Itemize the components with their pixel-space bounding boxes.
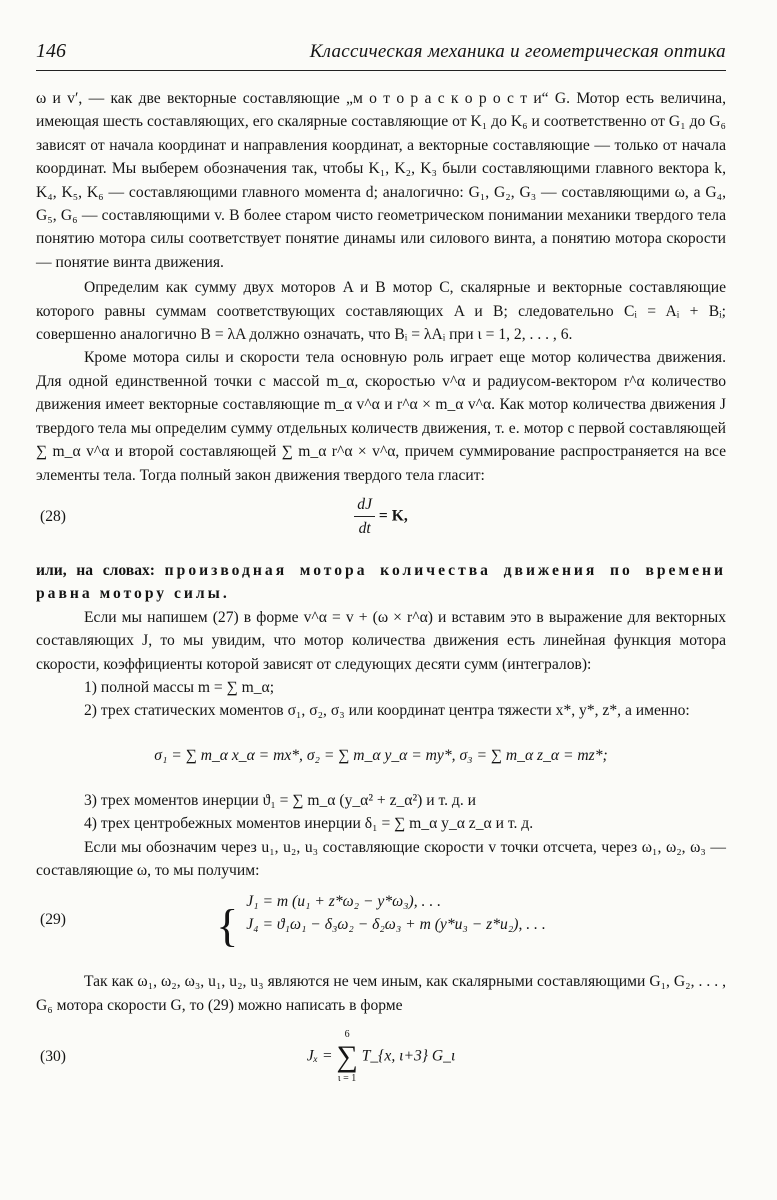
equation-30-lhs: Jₓ = (306, 1047, 333, 1065)
list-item-static-moments: 2) трех статических моментов σ₁, σ₂, σ₃ или координат центра тяжести x*, y*, z*, а именно: (84, 702, 690, 720)
equation-29-line-1: J₁ = m (u₁ + z*ω₂ − y*ω₃), . . . (246, 892, 442, 910)
paragraph-motor-sum: Определим как сумму двух моторов A и B мотор C, скалярные и векторные составляющие которого равны суммам соответствующих составляющих A и B; следовательно Cᵢ = Aᵢ + Bᵢ; совершенно аналогично B = λA должно означать, что Bᵢ = λAᵢ при ι = 1, 2, . . . , 6. (36, 279, 726, 344)
left-brace: { (216, 899, 239, 951)
page (36, 40, 726, 1097)
equation-28-rhs: = K, (378, 507, 408, 525)
sigma-symbol: ∑ (336, 1040, 358, 1074)
paragraph-law-in-words (36, 559, 726, 606)
equation-29 (36, 882, 726, 956)
paragraph-linear-function: Если мы напишем (27) в форме v^α = v + (ω × r^α) и вставим это в выражение для векторных составляющих J, то мы увидим, что мотор количества движения есть линейная функция мотора скорости, коэффициенты которой зависят от следующих десяти сумм (интегралов): (36, 608, 726, 673)
paragraph-momentum-motor: Кроме мотора силы и скорости тела основную роль играет еще мотор количества движения. Для одной единственной точки с массой m_α, скоростью v^α и радиусом-вектором r^α количество движения имеет векторные составляющие m_α v^α и r^α × m_α v^α. Как мотор количества движения J твердого тела мы определим сумму отдельных количеств движения, т. е. мотор с первой составляющей ∑ m_α v^α и второй составляющей ∑ m_α r^α × v^α, причем суммирование распространяется на все элементы тела. Тогда полный закон движения твердого тела гласит: (36, 349, 726, 484)
equation-30-rhs: T_{x, ι+3} G_ι (361, 1047, 456, 1065)
equation-system-29 (246, 890, 546, 937)
summation-sign (336, 1028, 357, 1086)
fraction-denominator: dt (358, 520, 371, 538)
equation-number-30: (30) (40, 1048, 66, 1066)
page-body (36, 87, 726, 1097)
equation-30 (36, 1017, 726, 1097)
list-item-moments-of-inertia: 3) трех моментов инерции ϑ₁ = ∑ m_α (y_α² + z_α²) и т. д. и (84, 791, 477, 809)
sum-lower-limit: ι = 1 (337, 1073, 357, 1085)
page-number: 146 (36, 40, 66, 62)
running-title: Классическая механика и геометрическая оптика (309, 41, 726, 62)
paragraph-motor-velocity: ω и v′, — как две векторные составляющие „м о т о р а с к о р о с т и“ G. Мотор есть величина, имеющая шесть составляющих, его скалярные составляющие от K₁ до K₆ и соответственно от G₁ до G₆ зависят от начала координат и направления координат, а векторные составляющие — только от начала координат. Мы выберем обозначения так, чтобы K₁, K₂, K₃ были составляющими главного вектора k, K₄, K₅, K₆ — составляющими главного момента d; аналогично: G₁, G₂, G₃ — составляющими ω, а G₄, G₅, G₆ — составляющими v. В более старом чисто геометрическом понимании механики твердого тела понятию мотора силы соответствует понятие динамы или силового винта, а понятию мотора скорости — понятие винта движения. (36, 90, 726, 271)
law-spaced-text: производная мотора количества движения по времени равна мотору силы. (36, 561, 726, 603)
equation-29-line-2: J₄ = ϑ₁ω₁ − δ₃ω₂ − δ₂ω₃ + m (y*u₃ − z*u₂), . . . (246, 916, 546, 934)
equation-28 (36, 487, 726, 547)
derivative-fraction (354, 493, 375, 541)
sum-upper-limit: 6 (344, 1029, 350, 1041)
equation-static-moments (36, 723, 726, 789)
fraction-numerator: dJ (354, 493, 375, 517)
list-item-centrifugal-moments: 4) трех центробежных моментов инерции δ₁ = ∑ m_α y_α z_α и т. д. (84, 815, 534, 833)
law-lead: или, на словах: (36, 561, 155, 579)
paragraph-scalar-components: Так как ω₁, ω₂, ω₃, u₁, u₂, u₃ являются не чем иным, как скалярными составляющими G₁, G₂, . . . , G₆ мотора скорости G, то (29) можно написать в форме (36, 973, 726, 1014)
list-item-total-mass: 1) полной массы m = ∑ m_α; (84, 678, 275, 696)
page-header (36, 40, 726, 71)
sigma-equations: σ₁ = ∑ m_α x_α = mx*, σ₂ = ∑ m_α y_α = my*, σ₃ = ∑ m_α z_α = mz*; (154, 747, 608, 765)
equation-number-28: (28) (40, 508, 66, 526)
paragraph-velocity-components: Если мы обозначим через u₁, u₂, u₃ составляющие скорости v точки отсчета, через ω₁, ω₂, ω₃ — составляющие ω, то мы получим: (36, 838, 726, 879)
equation-number-29: (29) (40, 910, 66, 928)
